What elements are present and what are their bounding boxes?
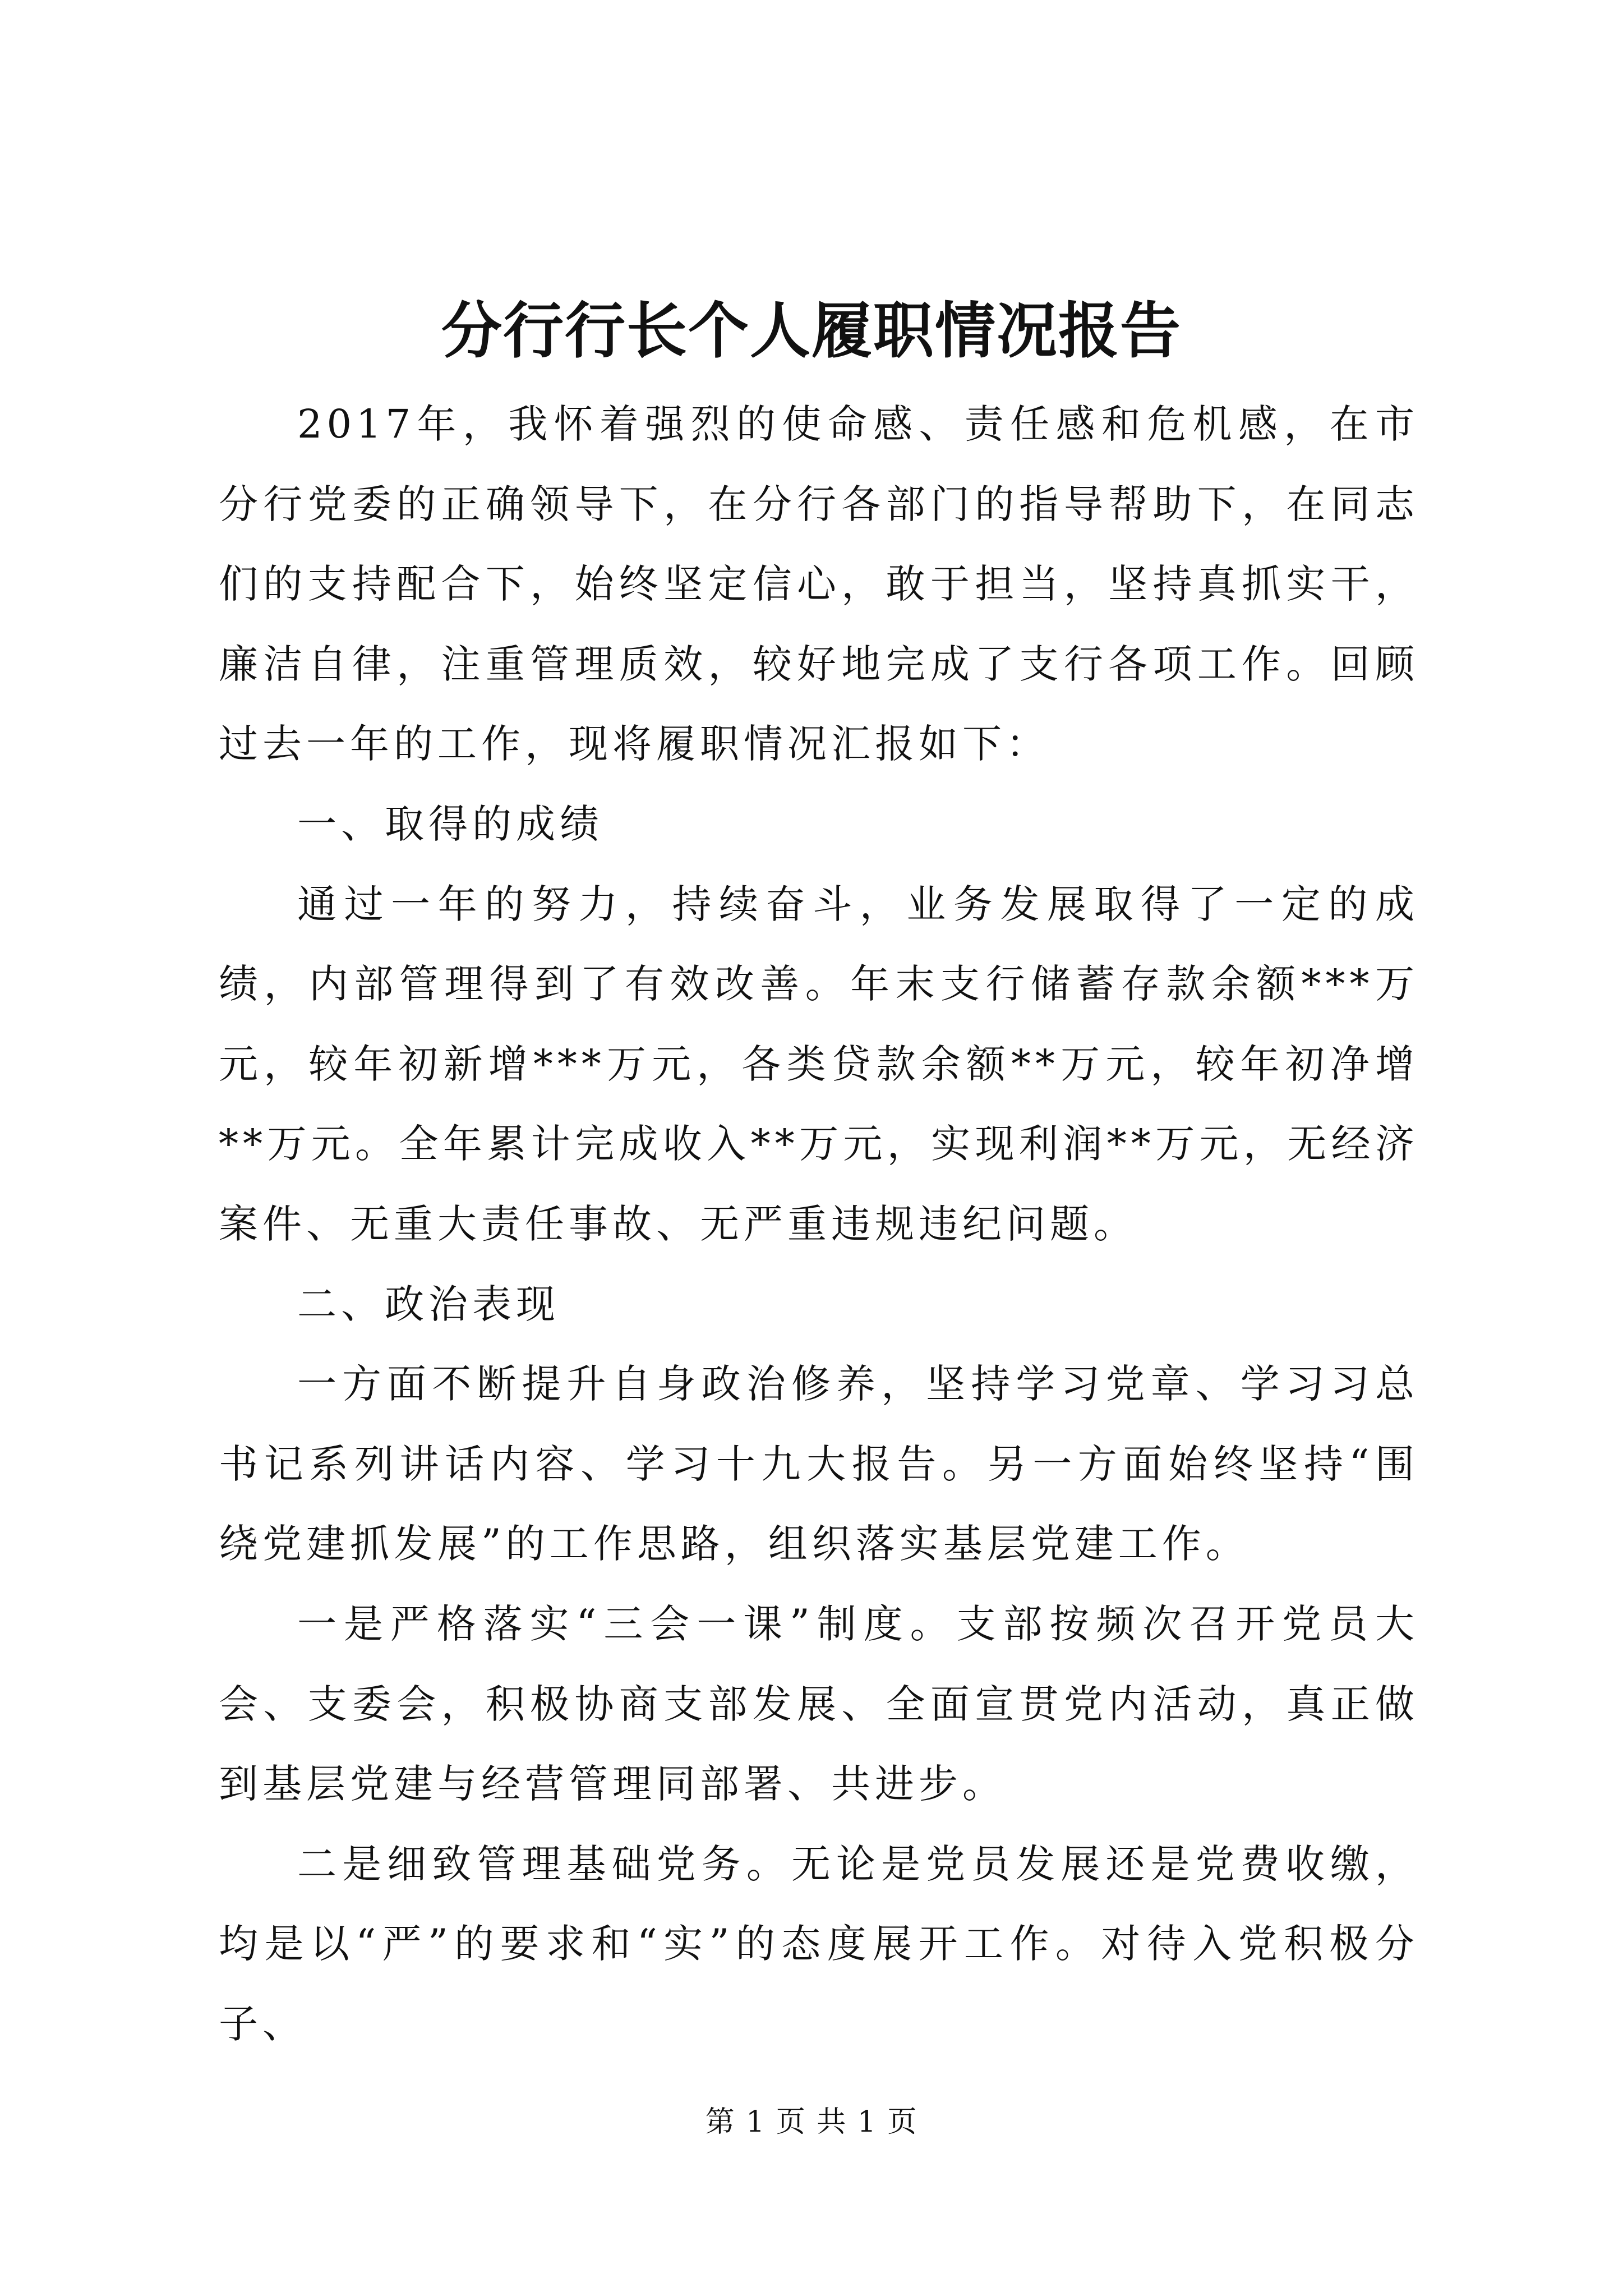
paragraph-political: 一方面不断提升自身政治修养，坚持学习党章、学习习总书记系列讲话内容、学习十九大报告。另一方面始终坚持“围绕党建抓发展”的工作思路，组织落实基层党建工作。 [219, 1361, 1419, 1567]
paragraph-party-affairs: 二是细致管理基础党务。无论是党员发展还是党费收缴，均是以“严”的要求和“实”的态度展开工作。对待入党积极分子、 [219, 1841, 1419, 2047]
section-heading-political: 二、政治表现 [297, 1281, 560, 1327]
paragraph-three-meetings: 一是严格落实“三会一课”制度。支部按频次召开党员大会、支委会，积极协商支部发展、全面宣贯党内活动，真正做到基层党建与经营管理同部署、共进步。 [219, 1600, 1419, 1807]
section-heading-achievements: 一、取得的成绩 [297, 800, 603, 847]
document-body [219, 384, 1419, 2064]
paragraph-achievements: 通过一年的努力，持续奋斗，业务发展取得了一定的成绩，内部管理得到了有效改善。年末支行储蓄存款余额***万元，较年初新增***万元，各类贷款余额**万元，较年初净增**万元。全年累计完成收入**万元，实现利润**万元，无经济案件、无重大责任事故、无严重违规违纪问题。 [219, 881, 1419, 1247]
page-footer: 第 1 页 共 1 页 [705, 2105, 918, 2139]
paragraph-intro: 2017年，我怀着强烈的使命感、责任感和危机感，在市分行党委的正确领导下，在分行各部门的指导帮助下，在同志们的支持配合下，始终坚定信心，敢于担当，坚持真抓实干，廉洁自律，注重管理质效，较好地完成了支行各项工作。回顾过去一年的工作，现将履职情况汇报如下： [219, 401, 1419, 767]
document-title: 分行行长个人履职情况报告 [441, 296, 1182, 366]
